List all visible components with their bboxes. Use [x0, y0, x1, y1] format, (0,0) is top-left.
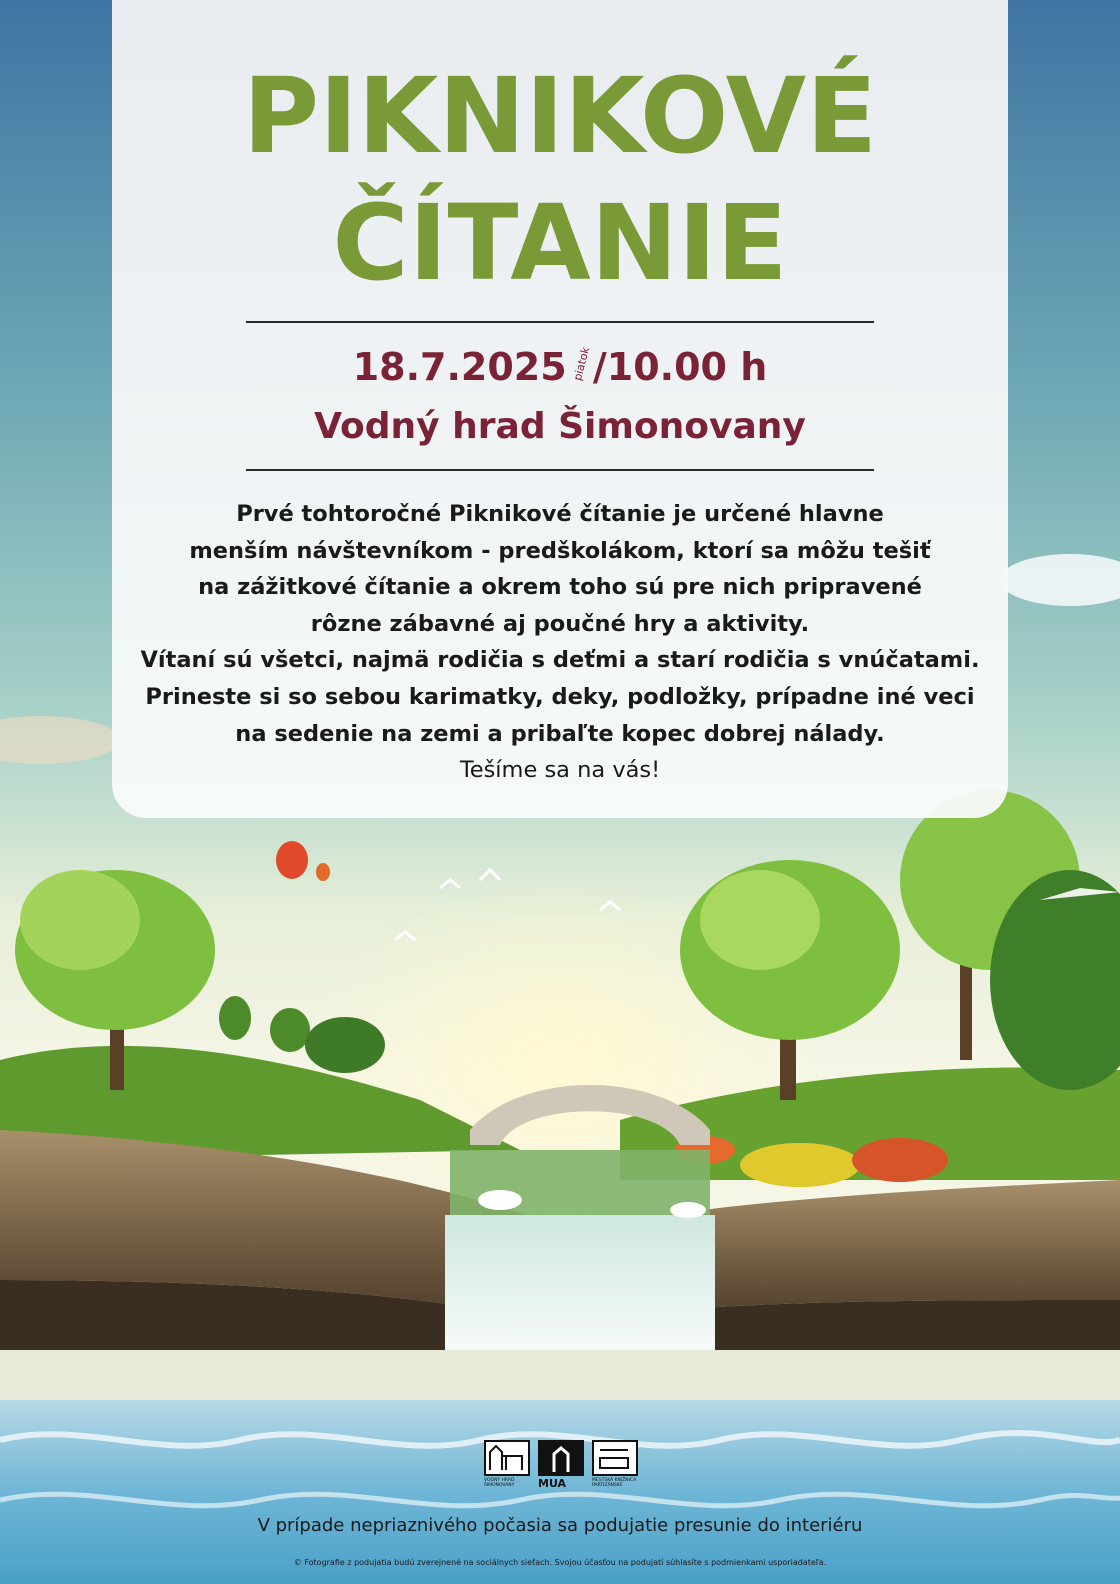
logo-caption: VODNÝ HRAD ŠIMONOVANY: [484, 1478, 515, 1488]
description-line: Vítaní sú všetci, najmä rodičia s deťmi a starí rodičia s vnúčatami.: [140, 647, 980, 674]
description-line: rôzne zábavné aj poučné hry a aktivity.: [310, 610, 810, 637]
divider-top: [246, 321, 874, 323]
building-icon: [540, 1442, 582, 1474]
event-date: 18.7.2025: [352, 345, 567, 389]
photo-consent-note: © Fotografie z podujatia budú zverejnené na sociálnych sieťach. Svojou účasťou na podujatí súhlasíte s podmienkami usporiadateľa.: [293, 1558, 827, 1567]
closing-line: Tešíme sa na vás!: [459, 757, 661, 784]
title-line-2: ČÍTANIE: [332, 182, 788, 304]
event-description: [112, 496, 1008, 789]
mua-logo: [538, 1440, 584, 1496]
description-line: menším návštevníkom - predškolákom, ktorí sa môžu tešiť: [189, 537, 931, 564]
library-icon: [594, 1442, 636, 1474]
description-line: Prineste si so sebou karimatky, deky, podložky, prípadne iné veci: [145, 683, 975, 710]
description-line: na sedenie na zemi a pribaľte kopec dobrej nálady.: [235, 720, 885, 747]
event-venue: Vodný hrad Šimonovany: [314, 406, 806, 447]
divider-bottom: [246, 469, 874, 471]
description-line: Prvé tohtoročné Piknikové čítanie je určené hlavne: [236, 501, 884, 527]
organizer-logos: [484, 1440, 644, 1496]
event-time: /10.00 h: [592, 345, 768, 389]
castle-icon: [486, 1442, 528, 1474]
logo-caption: MESTSKÁ KNIŽNICA PARTIZÁNSKE: [592, 1478, 637, 1488]
weather-note: V prípade nepriaznivého počasia sa podujatie presunie do interiéru: [257, 1515, 863, 1536]
vodny-hrad-logo: [484, 1440, 530, 1496]
logo-caption: MUA: [538, 1477, 567, 1490]
description-line: na zážitkové čítanie a okrem toho sú pre nich pripravené: [198, 574, 922, 601]
title-line-1: PIKNIKOVÉ: [242, 55, 878, 177]
kniznica-logo: [592, 1440, 638, 1496]
event-day: piatok: [570, 345, 593, 382]
event-datetime: [112, 344, 1008, 393]
